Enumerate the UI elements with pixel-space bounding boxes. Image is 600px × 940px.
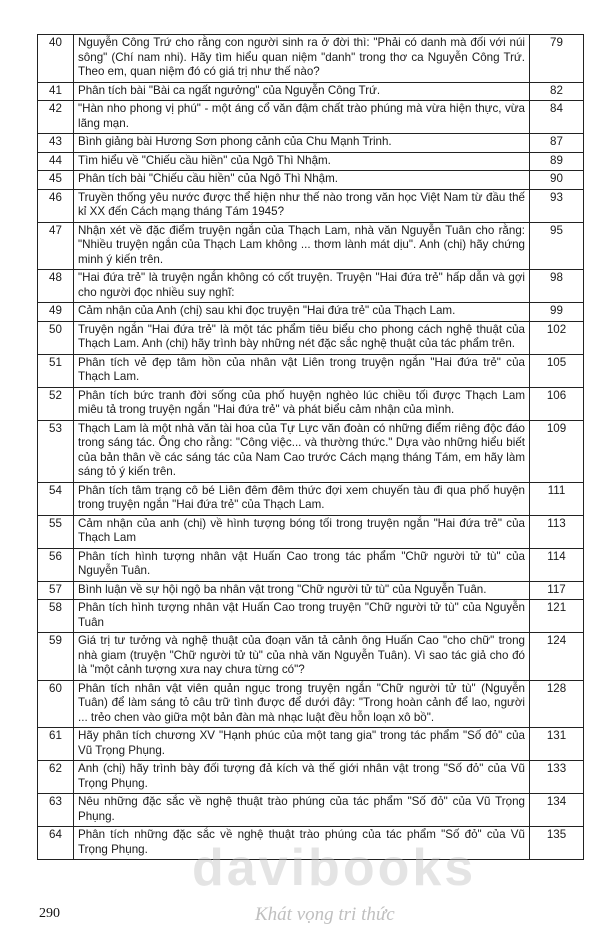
contents-table-body (38, 35, 584, 860)
row-number: 64 (38, 827, 74, 860)
row-page: 109 (530, 420, 584, 482)
row-number: 63 (38, 794, 74, 827)
row-page: 114 (530, 548, 584, 581)
row-number: 59 (38, 633, 74, 681)
table-row (38, 101, 584, 134)
page-number: 290 (39, 906, 60, 921)
row-page: 128 (530, 680, 584, 728)
row-page: 111 (530, 482, 584, 515)
row-number: 49 (38, 303, 74, 322)
row-topic: Phân tích những đặc sắc về nghệ thuật trào phúng của tác phẩm "Số đỏ" của Vũ Trọng Phụng. (74, 827, 530, 860)
row-number: 62 (38, 761, 74, 794)
row-number: 51 (38, 354, 74, 387)
table-row (38, 794, 584, 827)
row-number: 55 (38, 515, 74, 548)
row-page: 124 (530, 633, 584, 681)
row-page: 134 (530, 794, 584, 827)
watermark-brand: davibooks (192, 839, 477, 897)
table-row (38, 515, 584, 548)
row-topic: Nguyễn Công Trứ cho rằng con người sinh ra ở đời thì: "Phải có danh mà đối với núi sông" (Chí nam nhi). Hãy tìm hiểu quan niệm "danh" trong thơ ca Nguyễn Công Trứ. Theo em, quan niệm đó có giá trị như thế nào? (74, 35, 530, 83)
row-topic: Phân tích bức tranh đời sống của phố huyện nghèo lúc chiều tối được Thạch Lam miêu tả trong truyện ngắn "Hai đứa trẻ" và phát biểu cảm nhận của mình. (74, 387, 530, 420)
row-page: 121 (530, 600, 584, 633)
row-topic: Hãy phân tích chương XV "Hạnh phúc của một tang gia" trong tác phẩm "Số đỏ" của Vũ Trọng Phụng. (74, 728, 530, 761)
row-number: 47 (38, 222, 74, 270)
row-topic: Phân tích bài "Chiếu cầu hiền" của Ngô Thì Nhậm. (74, 171, 530, 190)
row-topic: Anh (chị) hãy trình bày đối tượng đả kích và thế giới nhân vật trong "Số đỏ" của Vũ Trọng Phụng. (74, 761, 530, 794)
row-page: 95 (530, 222, 584, 270)
row-number: 48 (38, 270, 74, 303)
row-page: 99 (530, 303, 584, 322)
row-number: 44 (38, 152, 74, 171)
row-number: 54 (38, 482, 74, 515)
row-page: 113 (530, 515, 584, 548)
row-topic: "Hàn nho phong vị phú" - một áng cổ văn đậm chất trào phúng mà vừa hiện thực, vừa lãng mạn. (74, 101, 530, 134)
row-number: 61 (38, 728, 74, 761)
row-page: 133 (530, 761, 584, 794)
row-number: 40 (38, 35, 74, 83)
table-row (38, 321, 584, 354)
table-row (38, 222, 584, 270)
row-page: 89 (530, 152, 584, 171)
table-row (38, 581, 584, 600)
row-topic: Cảm nhận của Anh (chị) sau khi đọc truyện "Hai đứa trẻ" của Thạch Lam. (74, 303, 530, 322)
row-page: 87 (530, 134, 584, 153)
row-number: 43 (38, 134, 74, 153)
row-page: 106 (530, 387, 584, 420)
row-page: 93 (530, 189, 584, 222)
row-number: 53 (38, 420, 74, 482)
table-row (38, 354, 584, 387)
table-row (38, 82, 584, 101)
row-page: 82 (530, 82, 584, 101)
table-row (38, 303, 584, 322)
row-topic: Phân tích tâm trạng cô bé Liên đêm đêm thức đợi xem chuyến tàu đi qua phố huyện trong truyện ngắn "Hai đứa trẻ" của Thạch Lam. (74, 482, 530, 515)
row-topic: Nhận xét về đặc điểm truyện ngắn của Thạch Lam, nhà văn Nguyễn Tuân cho rằng: "Nhiều truyện ngắn của Thạch Lam không ... thơm lành mát dịu". Anh (chị) hãy chứng minh ý kiến trên. (74, 222, 530, 270)
row-page: 84 (530, 101, 584, 134)
row-topic: Thạch Lam là một nhà văn tài hoa của Tự Lực văn đoàn có những điểm riêng độc đáo trong sáng tác. Ông cho rằng: "Công việc... và thường thức." Dựa vào những hiểu biết của bản thân về các sáng tác của Nam Cao trước Cách mạng tháng Tám, em hãy làm sáng tỏ ý kiến trên. (74, 420, 530, 482)
row-page: 90 (530, 171, 584, 190)
table-row (38, 270, 584, 303)
row-number: 45 (38, 171, 74, 190)
row-topic: Bình giảng bài Hương Sơn phong cảnh của Chu Mạnh Trinh. (74, 134, 530, 153)
row-topic: Phân tích bài "Bài ca ngất ngưởng" của Nguyễn Công Trứ. (74, 82, 530, 101)
row-topic: Phân tích hình tượng nhân vật Huấn Cao trong truyện "Chữ người tử tù" của Nguyễn Tuân (74, 600, 530, 633)
contents-table (37, 34, 584, 860)
table-row (38, 633, 584, 681)
table-row (38, 728, 584, 761)
table-row (38, 189, 584, 222)
table-row (38, 600, 584, 633)
table-row (38, 548, 584, 581)
table-row (38, 482, 584, 515)
row-topic: Phân tích hình tượng nhân vật Huấn Cao trong tác phẩm "Chữ người tử tù" của Nguyễn Tuân. (74, 548, 530, 581)
table-row (38, 152, 584, 171)
row-number: 52 (38, 387, 74, 420)
row-topic: Cảm nhận của anh (chị) về hình tượng bóng tối trong truyện ngắn "Hai đứa trẻ" của Thạch Lam (74, 515, 530, 548)
row-number: 56 (38, 548, 74, 581)
row-page: 79 (530, 35, 584, 83)
row-page: 117 (530, 581, 584, 600)
row-topic: Tìm hiểu về "Chiếu cầu hiền" của Ngô Thì Nhậm. (74, 152, 530, 171)
row-page: 131 (530, 728, 584, 761)
row-number: 50 (38, 321, 74, 354)
row-number: 42 (38, 101, 74, 134)
table-row (38, 420, 584, 482)
row-topic: Bình luận về sự hội ngộ ba nhân vật trong "Chữ người tử tù" của Nguyễn Tuân. (74, 581, 530, 600)
row-page: 135 (530, 827, 584, 860)
row-topic: Nêu những đặc sắc về nghệ thuật trào phúng của tác phẩm "Số đỏ" của Vũ Trọng Phụng. (74, 794, 530, 827)
row-number: 57 (38, 581, 74, 600)
watermark-tagline: Khát vọng tri thức (255, 904, 395, 925)
table-row (38, 134, 584, 153)
table-row (38, 35, 584, 83)
row-topic: "Hai đứa trẻ" là truyện ngắn không có cốt truyện. Truyện "Hai đứa trẻ" hấp dẫn và gợi cho người đọc nhiều suy nghĩ: (74, 270, 530, 303)
row-number: 46 (38, 189, 74, 222)
row-topic: Phân tích vẻ đẹp tâm hồn của nhân vật Liên trong truyện ngắn "Hai đứa trẻ" của Thạch Lam. (74, 354, 530, 387)
table-row (38, 171, 584, 190)
row-number: 41 (38, 82, 74, 101)
row-number: 58 (38, 600, 74, 633)
row-page: 98 (530, 270, 584, 303)
row-topic: Giá trị tư tưởng và nghệ thuật của đoạn văn tả cảnh ông Huấn Cao "cho chữ" trong nhà giam (truyện "Chữ người tử tù" của nhà văn Nguyễn Tuân). Vì sao tác giả cho đó là "một cảnh tượng xưa nay chưa từng có"? (74, 633, 530, 681)
row-number: 60 (38, 680, 74, 728)
row-topic: Truyền thống yêu nước được thể hiện như thế nào trong văn học Việt Nam từ đầu thế kỉ XX đến Cách mạng tháng Tám 1945? (74, 189, 530, 222)
table-row (38, 387, 584, 420)
row-page: 105 (530, 354, 584, 387)
table-row (38, 680, 584, 728)
row-page: 102 (530, 321, 584, 354)
row-topic: Truyện ngắn "Hai đứa trẻ" là một tác phẩm tiêu biểu cho phong cách nghệ thuật của Thạch Lam. Anh (chị) hãy trình bày những nét đặc sắc nghệ thuật của tác phẩm trên. (74, 321, 530, 354)
table-row (38, 761, 584, 794)
row-topic: Phân tích nhân vật viên quản ngục trong truyện ngắn "Chữ người tử tù" (Nguyễn Tuân) để làm sáng tỏ câu trữ tình được để dưới đây: "Trong hoàn cảnh để lao, người ... trẻo chen vào giữa một bản đàn mà nhạc luật đều hỗn loạn xô bồ". (74, 680, 530, 728)
